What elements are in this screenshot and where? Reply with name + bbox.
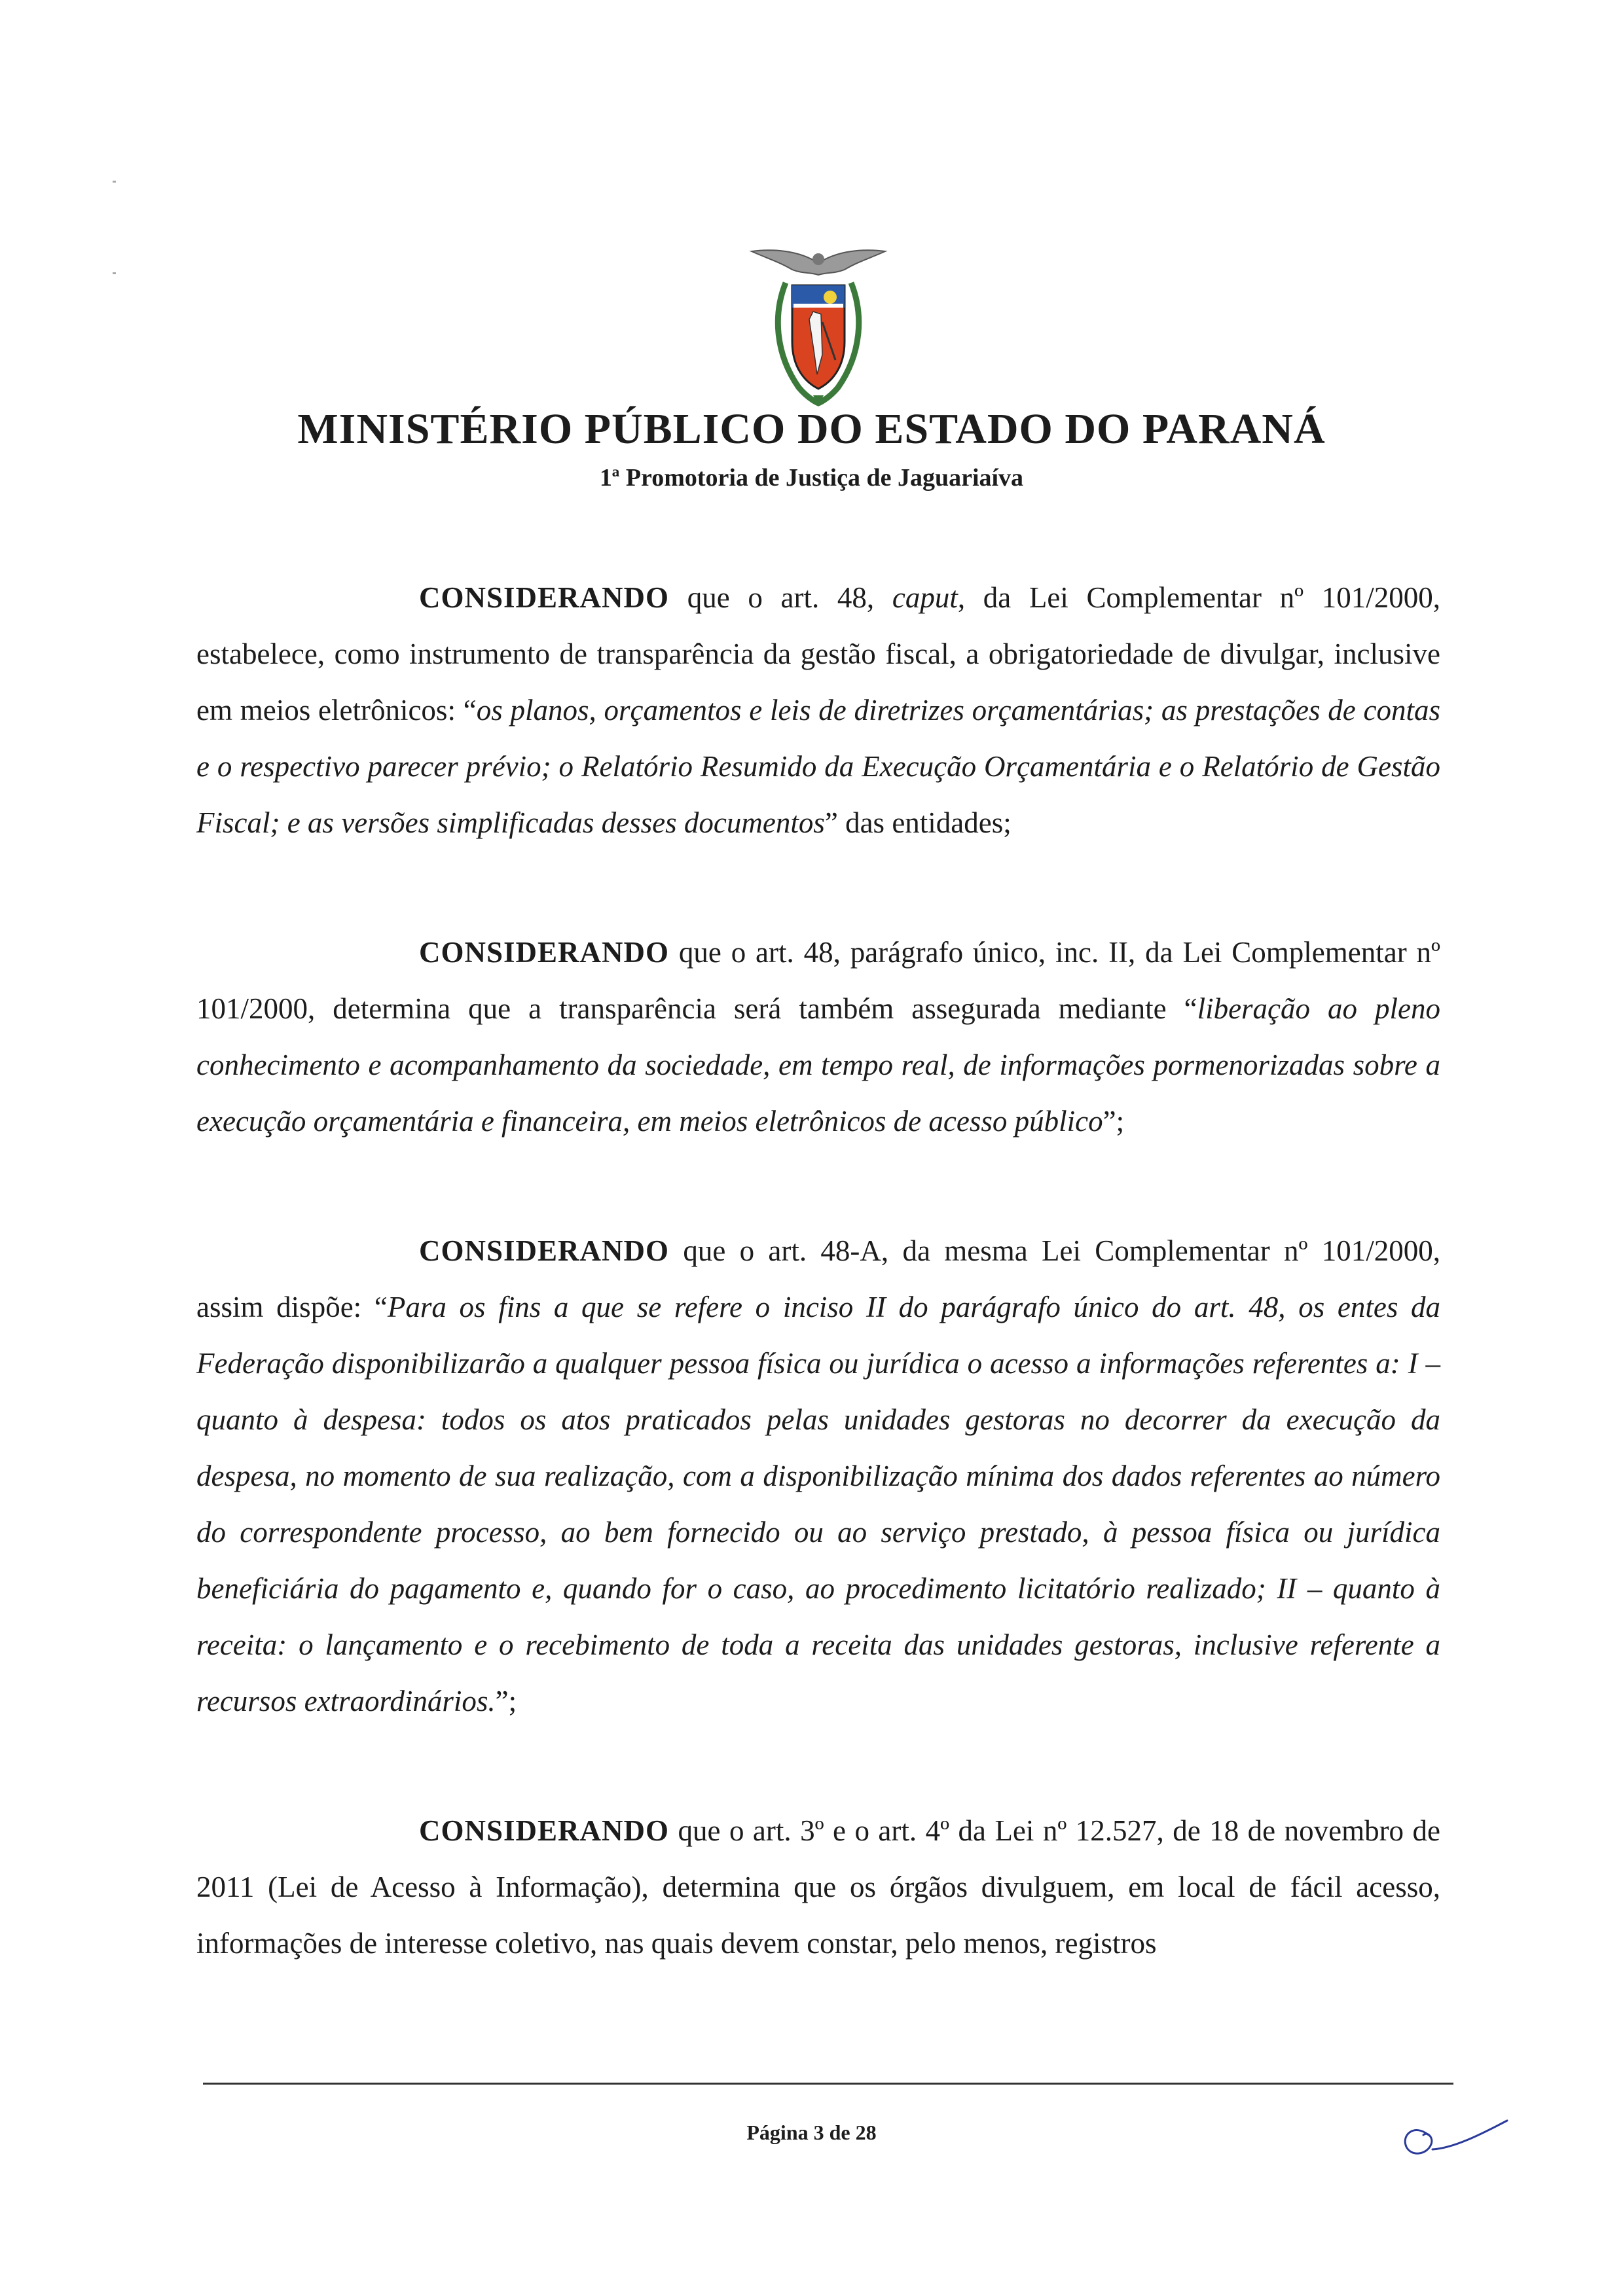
document-body (196, 569, 1440, 2045)
page-number: Página 3 de 28 (746, 2121, 877, 2144)
paragraph-lead: CONSIDERANDO (419, 1814, 670, 1847)
considerando-paragraph-1: CONSIDERANDO que o art. 48, caput, da Lei Complementar nº 101/2000, estabelece, como instrumento de transparência da gestão fiscal, a obrigatoriedade de divulgar, inclusive em meios eletrônicos: “os planos, orçamentos e leis de diretrizes orçamentárias; as prestações de contas e o respectivo parecer prévio; o Relatório Resumido da Execução Orçamentária e o Relatório de Gestão Fiscal; e as versões simplificadas desses documentos” das entidades; (196, 581, 1441, 839)
scan-speck (113, 181, 116, 183)
footer-divider (203, 2083, 1453, 2085)
considerando-paragraph-4: CONSIDERANDO que o art. 3º e o art. 4º da Lei nº 12.527, de 18 de novembro de 2011 (Lei de Acesso à Informação), determina que os órgãos divulguem, em local de fácil acesso, informações de interesse coletivo, nas quais devem constar, pelo menos, registros (196, 1814, 1440, 1960)
organization-title: MINISTÉRIO PÚBLICO DO ESTADO DO PARANÁ (297, 405, 1326, 453)
parana-coat-of-arms-icon (746, 243, 890, 411)
considerando-paragraph-3: CONSIDERANDO que o art. 48-A, da mesma Lei Complementar nº 101/2000, assim dispõe: “Para os fins a que se refere o inciso II do parágrafo único do art. 48, os entes da Federação disponibilizarão a qualquer pessoa física ou jurídica o acesso a informações referentes a: I – quanto à despesa: todos os atos praticados pelas unidades gestoras no decorrer da execução da despesa, no momento de sua realização, com a disponibilização mínima dos dados referentes ao número do correspondente processo, ao bem fornecido ou ao serviço prestado, à pessoa física ou jurídica beneficiária do pagamento e, quando for o caso, ao procedimento licitatório realizado; II – quanto à receita: o lançamento e o recebimento de toda a receita das unidades gestoras, inclusive referente a recursos extraordinários.”; (196, 1234, 1441, 1717)
considerando-paragraph-2: CONSIDERANDO que o art. 48, parágrafo único, inc. II, da Lei Complementar nº 101/2000, determina que a transparência será também assegurada mediante “liberação ao pleno conhecimento e acompanhamento da sociedade, em tempo real, de informações pormenorizadas sobre a execução orçamentária e financeira, em meios eletrônicos de acesso público”; (196, 936, 1440, 1138)
paragraph-lead: CONSIDERANDO (419, 581, 670, 614)
office-subtitle: 1ª Promotoria de Justiça de Jaguariaíva (599, 464, 1024, 492)
handwritten-initial-icon (1395, 2109, 1512, 2168)
scan-speck (113, 272, 116, 274)
paragraph-lead: CONSIDERANDO (419, 936, 670, 969)
paragraph-lead: CONSIDERANDO (419, 1234, 670, 1267)
